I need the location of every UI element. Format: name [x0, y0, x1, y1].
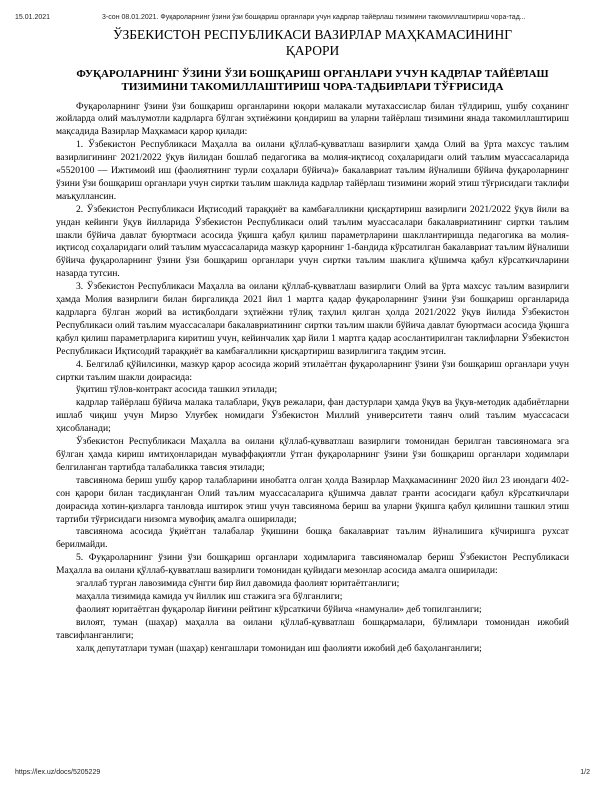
issuing-organization: ЎЗБЕКИСТОН РЕСПУБЛИКАСИ ВАЗИРЛАР МАҲКАМАСИНИНГ — [112, 27, 513, 42]
page-url-link[interactable]: https://lex.uz/docs/5205229 — [15, 769, 101, 776]
clause-5: 5. Фуқароларнинг ўзини ўзи бошқариш органлари ходимларига тавсияномалар бериш Ўзбекистон Республикаси Маҳалла ва оилани қўллаб-қувватлаш вазирлиги томонидан қуйидаги мезонлар асосида амалга оширилади: — [56, 552, 569, 577]
document-title: ФУҚАРОЛАРНИНГ ЎЗИНИ ЎЗИ БОШҚАРИШ ОРГАНЛАРИ УЧУН КАДРЛАР ТАЙЁРЛАШ ТИЗИМИНИ ТАКОМИЛЛАШТИРИШ ЧОРА-ТАДБИРЛАРИ ТЎҒРИСИДА — [76, 67, 549, 93]
document-body — [56, 28, 569, 655]
clause-4: 4. Белгилаб қўйилсинки, мазкур қарор асосида жорий этилаётган фуқароларнинг ўзини ўзи бошқариш органлари учун сиртки таълим шакли доирасида: — [56, 358, 569, 383]
document-type: ҚАРОРИ — [285, 42, 340, 58]
clause-4-item: Ўзбекистон Республикаси Маҳалла ва оилани қўллаб-қувватлаш вазирлиги томонидан берилган тавсияномага эга бўлган ҳамда кириш имтиҳонларидан муваффақиятли ўтган фуқароларнинг ўзини ўзи бошқариш органлари ходимлари белгиланган тартибда талабаликка тавсия этилади; — [56, 436, 569, 473]
clause-5-item: эгаллаб турган лавозимида сўнгги бир йил давомида фаолият юритаётганлиги; — [76, 578, 400, 590]
clause-2: 2. Ўзбекистон Республикаси Иқтисодий тараққиёт ва камбағалликни қисқартириш вазирлиги 2021/2022 ўқув йили ва ундан кейинги ўқув йилларида Ўзбекистон Республикаси олий таълим муассасалари бакалавриатининг сиртки таълим шакли бўйича давлат буюртмаси асосида ўқишга қабул қилиш параметрларини шакллантиришда педагогика ва молия-иқтисод соҳаларидаги олий таълим муассасаларида мазкур қарорнинг 1-бандида кўрсатилган бакалавриат таълим йўналиши бўйича фуқароларнинг ўзини ўзи бошқариш органлари учун сиртки таълим шаклига қўшимча қабул кўрсаткичларини назарда тутсин. — [56, 203, 569, 280]
clause-4-item: тавсияномa бериш ушбу қарор талабларини инобатга олган ҳолда Вазирлар Маҳкамасининг 2020 йил 23 июндаги 402-сон қарори билан тасдиқланган Олий таълим муассасаларига қўшимча давлат гранти асосидаги қабул кўрсаткичлари доирасида хотин-қизларга танловда иштирок этиш учун тавсиянома бериш ва уларни ўқишга қабул қилишни ташкил этиш тартиби тўғрисидаги низомга мувофиқ амалга оширилади; — [56, 474, 569, 525]
page-number: 1/2 — [580, 769, 590, 776]
clause-3: 3. Ўзбекистон Республикаси Маҳалла ва оилани қўллаб-қувватлаш вазирлиги Олий ва ўрта махсус таълим вазирлиги ҳамда Молия вазирлиги билан биргаликда 2021 йил 1 мартга қадар фуқароларнинг ўзини ўзи бошқариш органларида кадрларга бўлган жорий ва истиқболдаги эҳтиёжни тўлиқ таҳлил қилган ҳолда 2021/2022 ўқув йилида Ўзбекистон Республикаси олий таълим муассасалари бакалавриатининг сиртки таълим шакли бўйича давлат буюртмаси асосида ўқишга қабул қилиш параметрларига киритиш учун, кейинчалик ҳар йили 1 мартга қадар асослантирилган таклифларни Ўзбекистон Республикаси Иқтисодий тараққиёт ва камбағалликни қисқартириш вазирлигига тақдим этсин. — [56, 281, 569, 357]
clause-4-item: тавсиянома асосида ўқиётган талабалар ўқишини бошқа бакалавриат таълим йўналишига кўчиришга рухсат берилмайди. — [56, 526, 569, 551]
clause-4-item: ўқитиш тўлов-контракт асосида ташкил этилади; — [76, 384, 278, 396]
print-footer — [0, 767, 612, 781]
clause-5-item: вилоят, туман (шаҳар) маҳалла ва оилани қўллаб-қувватлаш бошқармалари, бўлимлари томонидан ижобий тавсифланганлиги; — [56, 616, 569, 641]
clause-5-item: фаолият юритаётган фуқаролар йиғини рейтинг кўрсаткичи бўйича «намунали» деб топилганлиги; — [76, 603, 482, 615]
print-page-title: 3-сон 08.01.2021. Фуқароларнинг ўзини ўзи бошқариш органлари учун кадрлар тайёрлаш тизимини такомиллаштириш чора-тад... — [102, 14, 526, 21]
clause-1: 1. Ўзбекистон Республикаси Маҳалла ва оилани қўллаб-қувватлаш вазирлиги ҳамда Олий ва ўрта махсус таълим вазирлигининг 2021/2022 ўқув йилидан бошлаб педагогика ва молия-иқтисод соҳаларидаги олий таълим муассасаларида «5520100 — Ижтимоий иш (фаолиятнинг турли соҳалари бўйича)» бакалавриат таълим йўналиши бўйича фуқароларнинг ўзини ўзи бошқариш органлари учун сиртки таълим шаклида кадрлар тайёрлаш тизимини жорий этиш тўғрисидаги таклифи маъқуллансин. — [56, 139, 569, 202]
clause-5-item: маҳалла тизимида камида уч йиллик иш стажига эга бўлганлиги; — [76, 590, 343, 602]
clause-4-item: кадрлар тайёрлаш бўйича малака талаблари, ўқув режалари, фан дастурлари ҳамда ўқув ва ўқув-методик адабиётларни ишлаб чиқиш учун Мирзо Улуғбек номидаги Ўзбекистон Миллий университети таянч олий таълим муассасаси ҳисобланади; — [56, 397, 569, 435]
preamble-paragraph: Фуқароларнинг ўзини ўзи бошқариш органларини юқори малакали мутахассислар билан тўлдириш, ушбу соҳанинг жойларда олий маълумотли кадрларга бўлган эҳтиёжини қондириш ва уларни тайёрлаш тизимини янада такомиллаштириш мақсадида Вазирлар Маҳкамаси қарор қилади: — [56, 100, 569, 138]
clause-5-item: халқ депутатлари туман (шаҳар) кенгашлари томонидан иш фаолияти ижобий деб баҳоланганлиги; — [76, 642, 482, 654]
print-header — [0, 12, 612, 26]
print-date: 15.01.2021 — [15, 14, 51, 21]
